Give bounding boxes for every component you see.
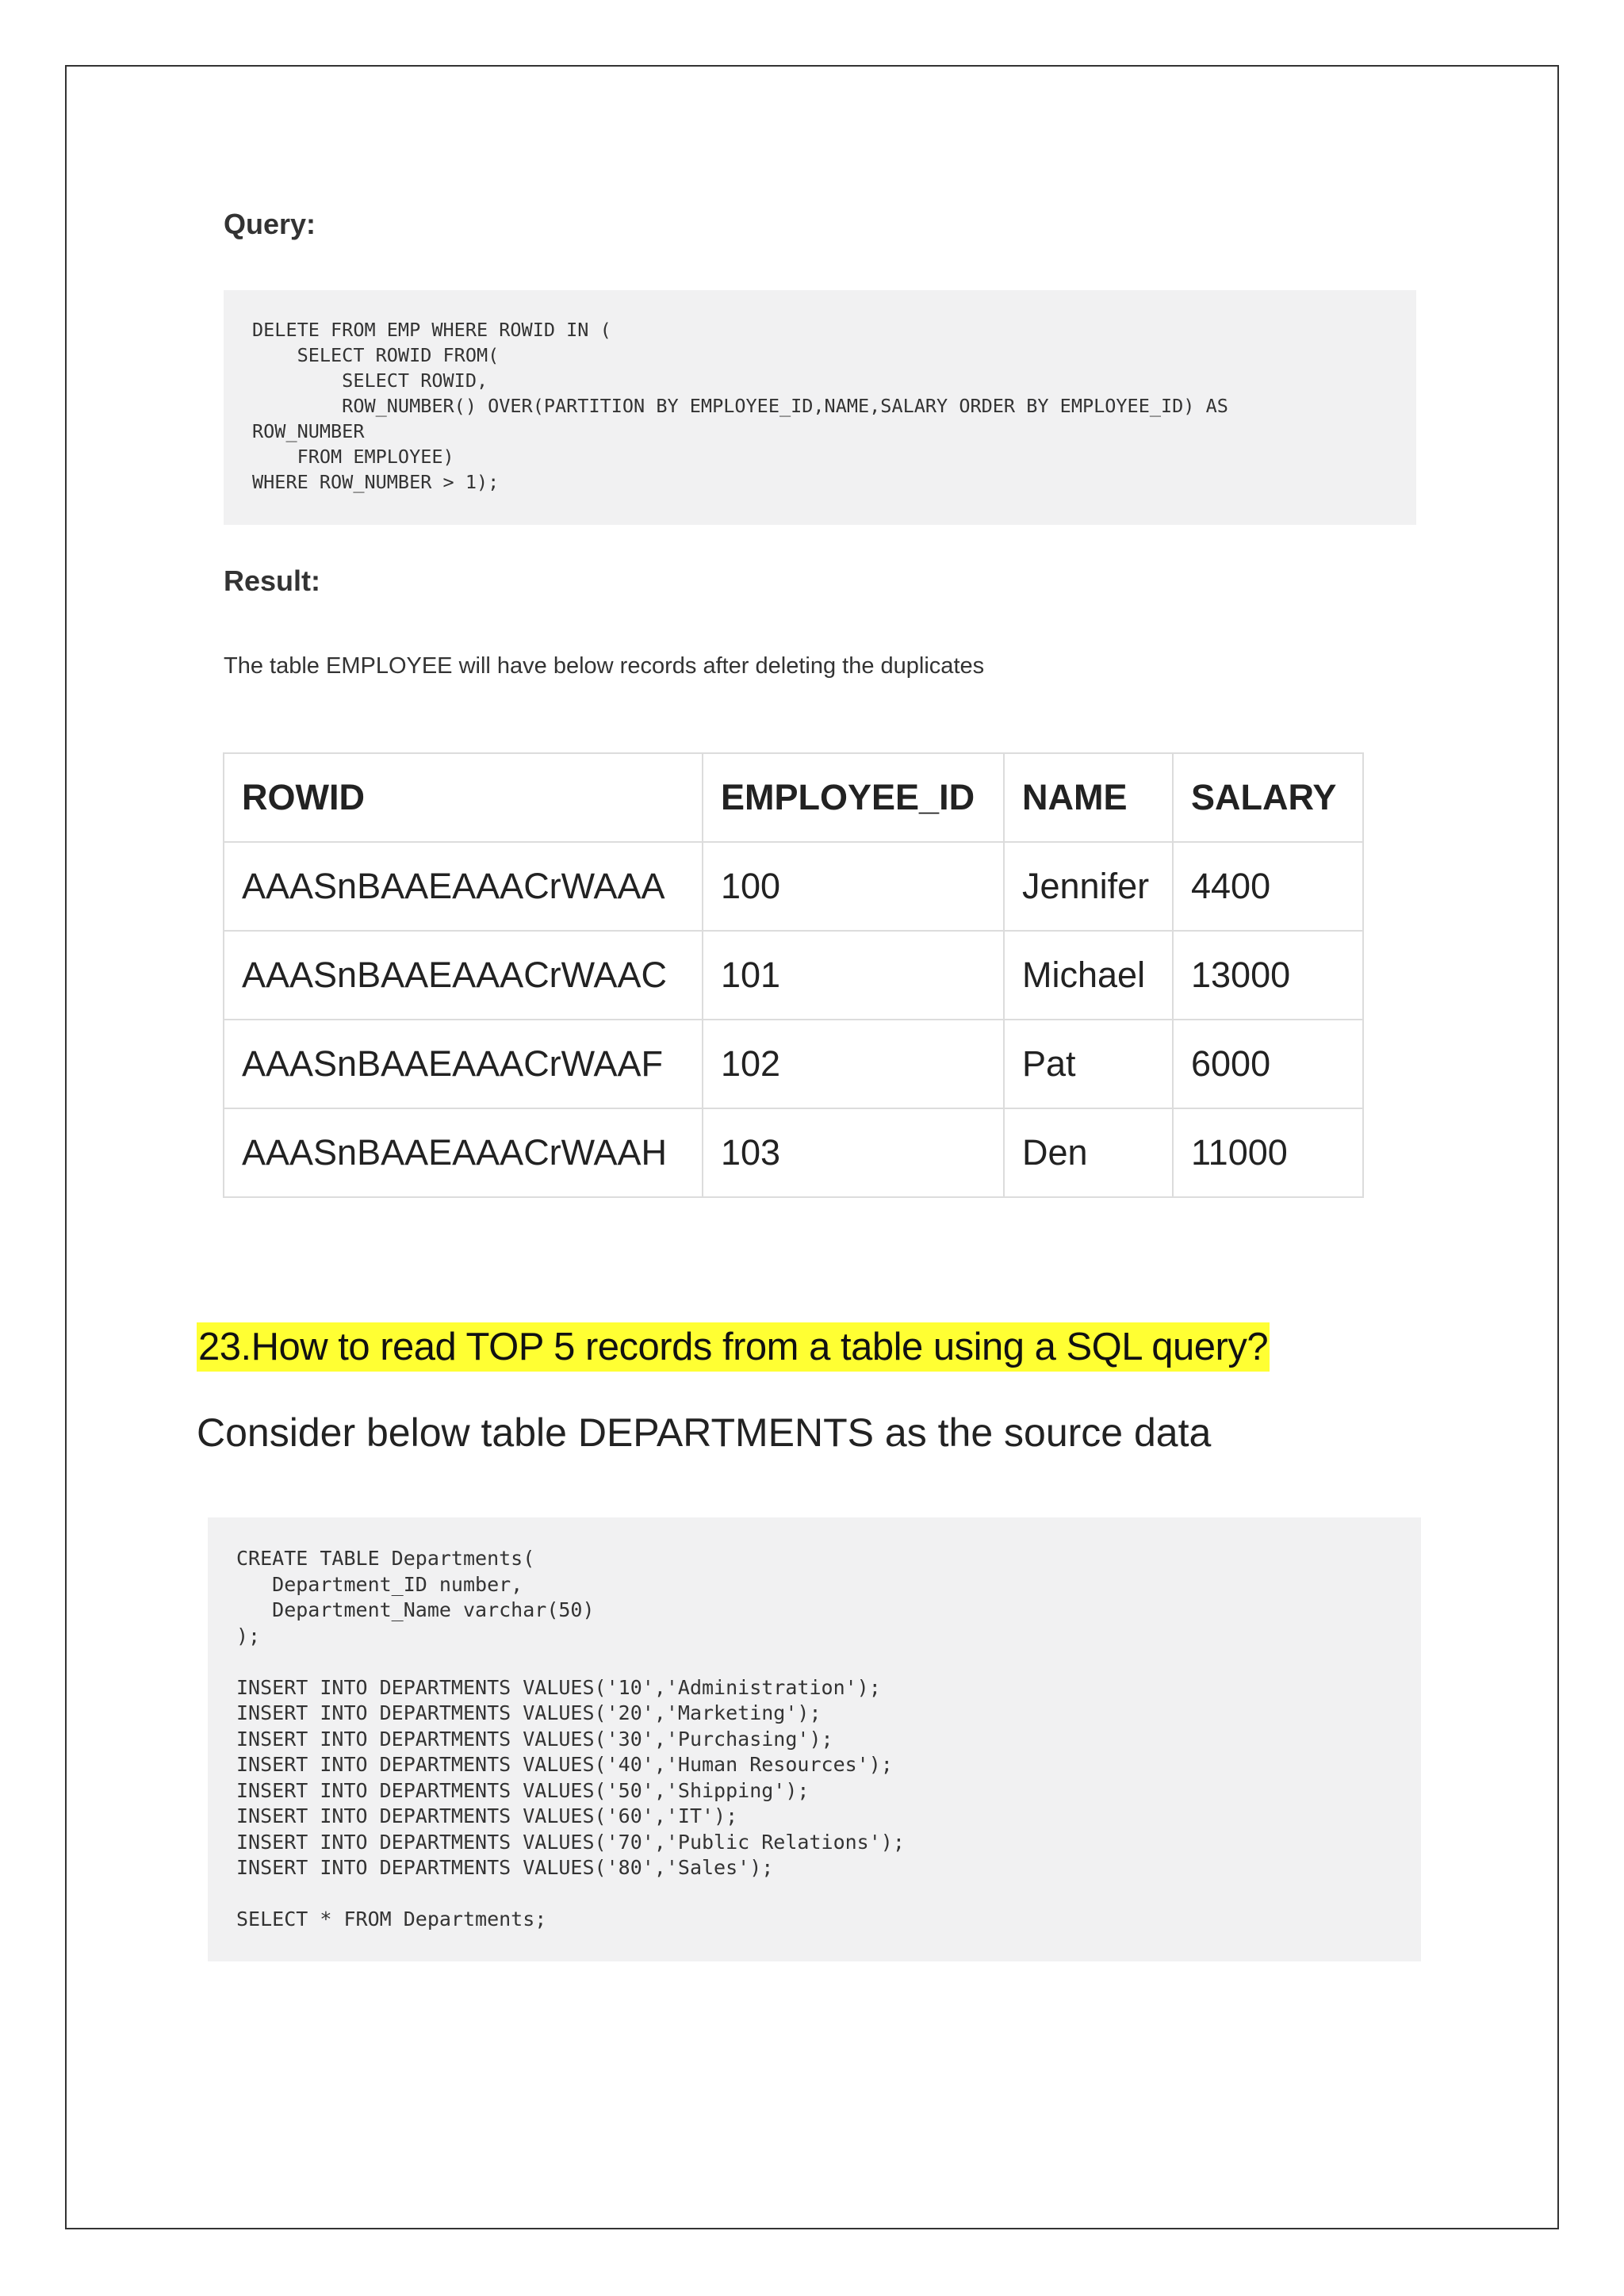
table-cell: 6000	[1173, 1020, 1363, 1108]
table-cell: 4400	[1173, 842, 1363, 931]
delete-query-code-block: DELETE FROM EMP WHERE ROWID IN ( SELECT ROWID FROM( SELECT ROWID, ROW_NUMBER() OVER(PARTITION BY EMPLOYEE_ID,NAME,SALARY ORDER BY EMPLOYEE_ID) AS ROW_NUMBER FROM EMPLOYEE) WHERE ROW_NUMBER > 1);	[224, 290, 1416, 525]
table-header-cell: NAME	[1004, 753, 1173, 842]
table-cell: 101	[703, 931, 1004, 1020]
result-heading: Result:	[224, 564, 321, 597]
departments-code-block: CREATE TABLE Departments( Department_ID number, Department_Name varchar(50) ); INSERT INTO DEPARTMENTS VALUES('10','Administration'); INSERT INTO DEPARTMENTS VALUES('20','Marketing'); INSERT INTO DEPARTMENTS VALUES('30','Purchasing'); INSERT INTO DEPARTMENTS VALUES('40','Human Resources'); INSERT INTO DEPARTMENTS VALUES('50','Shipping'); INSERT INTO DEPARTMENTS VALUES('60','IT'); INSERT INTO DEPARTMENTS VALUES('70','Public Relations'); INSERT INTO DEPARTMENTS VALUES('80','Sales'); SELECT * FROM Departments;	[208, 1517, 1421, 1961]
query-heading: Query:	[224, 208, 316, 240]
table-cell: Michael	[1004, 931, 1173, 1020]
table-row	[224, 1108, 1363, 1197]
table-row	[224, 931, 1363, 1020]
table-row	[224, 1020, 1363, 1108]
table-cell: Pat	[1004, 1020, 1173, 1108]
table-cell: AAASnBAAEAAACrWAAF	[224, 1020, 703, 1108]
consider-text: Consider below table DEPARTMENTS as the source data	[197, 1410, 1212, 1455]
table-row	[224, 842, 1363, 931]
table-header-cell: ROWID	[224, 753, 703, 842]
table-cell: 100	[703, 842, 1004, 931]
table-cell: Jennifer	[1004, 842, 1173, 931]
table-header-cell: EMPLOYEE_ID	[703, 753, 1004, 842]
employee-table	[223, 752, 1364, 1198]
table-header-cell: SALARY	[1173, 753, 1363, 842]
result-description: The table EMPLOYEE will have below records after deleting the duplicates	[224, 653, 985, 679]
table-cell: 102	[703, 1020, 1004, 1108]
table-cell: AAASnBAAEAAACrWAAA	[224, 842, 703, 931]
table-cell: AAASnBAAEAAACrWAAH	[224, 1108, 703, 1197]
table-header-row	[224, 753, 1363, 842]
table-cell: 13000	[1173, 931, 1363, 1020]
table-cell: Den	[1004, 1108, 1173, 1197]
question-23-heading: 23.How to read TOP 5 records from a table using a SQL query?	[197, 1322, 1270, 1372]
table-cell: AAASnBAAEAAACrWAAC	[224, 931, 703, 1020]
table-cell: 103	[703, 1108, 1004, 1197]
table-cell: 11000	[1173, 1108, 1363, 1197]
